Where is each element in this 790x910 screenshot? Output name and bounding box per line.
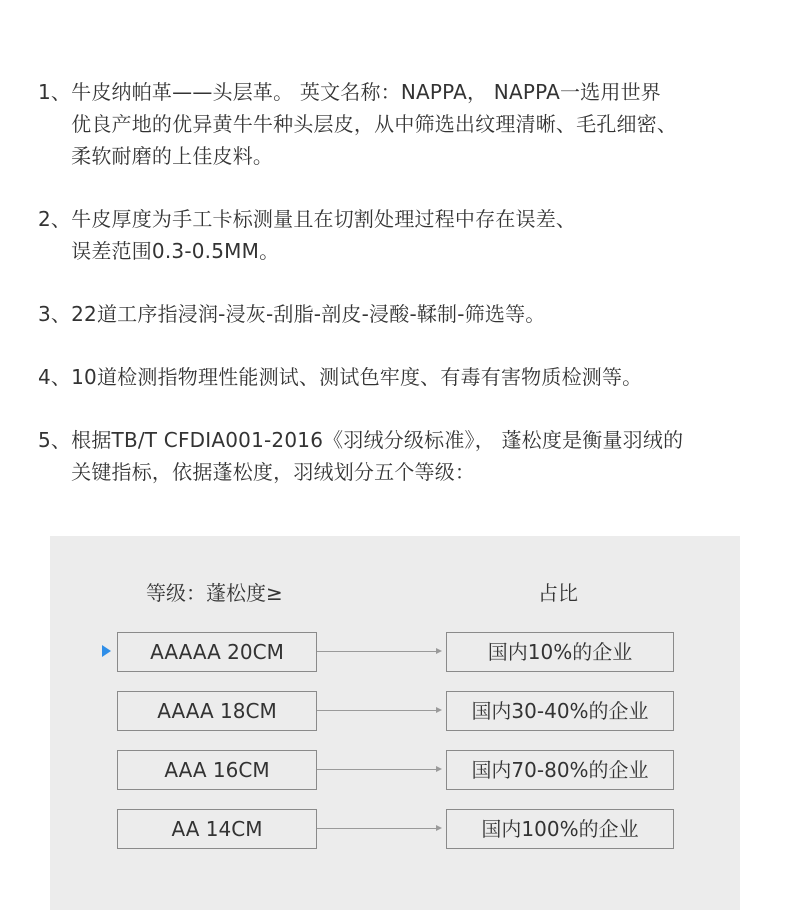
note-line: 牛皮纳帕革——头层革。 英文名称：NAPPA， NAPPA一选用世界 <box>71 80 661 104</box>
arrow-right-icon <box>317 828 436 829</box>
grade-column-header: 等级：蓬松度≥ <box>146 581 283 605</box>
note-item <box>38 203 758 267</box>
share-box: 国内10%的企业 <box>446 632 674 672</box>
note-line: 10道检测指物理性能测试、测试色牢度、有毒有害物质检测等。 <box>71 365 643 389</box>
note-number: 5、 <box>38 428 72 452</box>
note-text <box>71 76 758 172</box>
note-line: 22道工序指浸润-浸灰-刮脂-剖皮-浸酸-鞣制-筛选等。 <box>71 302 546 326</box>
note-line: 牛皮厚度为手工卡标测量且在切割处理过程中存在误差、 <box>71 207 577 231</box>
note-number: 1、 <box>38 80 72 104</box>
arrow-right-icon <box>317 710 436 711</box>
note-text <box>71 203 758 267</box>
note-number: 3、 <box>38 302 72 326</box>
note-number: 4、 <box>38 365 72 389</box>
note-item <box>38 76 758 172</box>
note-line: 误差范围0.3-0.5MM。 <box>71 239 280 263</box>
arrow-right-icon <box>317 769 436 770</box>
arrow-right-icon <box>317 651 436 652</box>
share-box: 国内30-40%的企业 <box>446 691 674 731</box>
note-number: 2、 <box>38 207 72 231</box>
note-text <box>71 298 758 330</box>
note-line: 柔软耐磨的上佳皮料。 <box>71 144 274 168</box>
note-text <box>71 424 758 488</box>
share-box: 国内70-80%的企业 <box>446 750 674 790</box>
selected-marker-icon <box>102 645 111 657</box>
note-text <box>71 361 758 393</box>
note-line: 优良产地的优异黄牛牛种头层皮，从中筛选出纹理清晰、毛孔细密、 <box>71 112 678 136</box>
notes-list <box>38 76 758 519</box>
grade-box: AAA 16CM <box>117 750 317 790</box>
note-item <box>38 424 758 488</box>
share-box: 国内100%的企业 <box>446 809 674 849</box>
grade-row <box>50 809 740 849</box>
grade-row <box>50 691 740 731</box>
share-column-header: 占比 <box>538 581 578 605</box>
grade-box: AAAAA 20CM <box>117 632 317 672</box>
grade-box: AAAA 18CM <box>117 691 317 731</box>
grade-box: AA 14CM <box>117 809 317 849</box>
grade-row <box>50 750 740 790</box>
note-line: 根据TB/T CFDIA001-2016《羽绒分级标准》， 蓬松度是衡量羽绒的 <box>71 428 684 452</box>
grade-row <box>50 632 740 672</box>
note-item <box>38 298 758 330</box>
note-item <box>38 361 758 393</box>
down-grade-panel <box>50 536 740 910</box>
note-line: 关键指标，依据蓬松度，羽绒划分五个等级： <box>71 460 476 484</box>
